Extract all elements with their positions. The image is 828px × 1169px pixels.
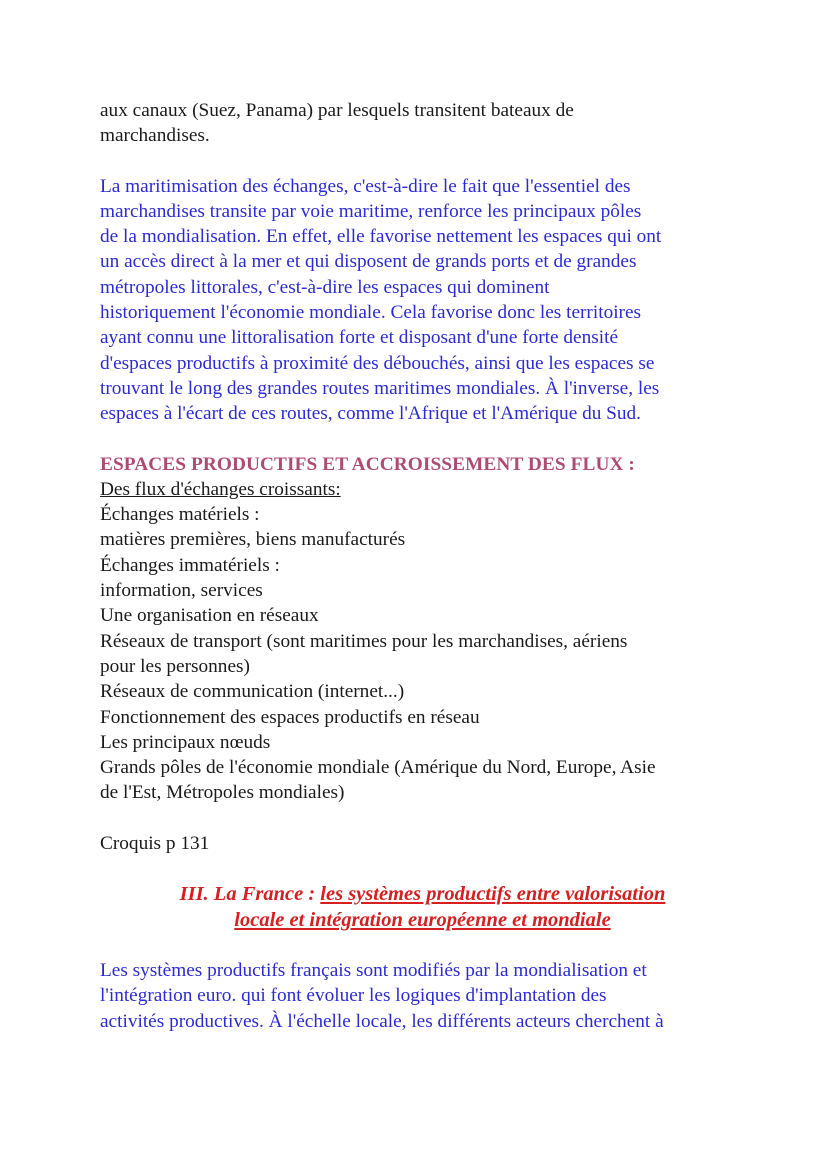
text-line: marchandises transite par voie maritime, renforce les principaux pôles — [100, 200, 642, 222]
section-title — [100, 881, 740, 933]
text-line: l'intégration euro. qui font évoluer les logiques d'implantation des — [100, 985, 607, 1007]
subheading: Des flux d'échanges croissants: — [100, 478, 341, 500]
text-line: de la mondialisation. En effet, elle favorise nettement les espaces qui ont — [100, 226, 662, 248]
maritime-paragraph — [100, 174, 740, 427]
list-item: Fonctionnement des espaces productifs en réseau — [100, 706, 480, 728]
text-line: ayant connu une littoralisation forte et disposant d'une forte densité — [100, 327, 619, 349]
flux-list — [100, 477, 740, 806]
list-item: Grands pôles de l'économie mondiale (Amérique du Nord, Europe, Asie — [100, 757, 656, 779]
list-item: pour les personnes) — [100, 655, 250, 677]
section-title-part-2: locale et intégration européenne et mondiale — [234, 909, 611, 932]
text-line: activités productives. À l'échelle locale, les différents acteurs cherchent à — [100, 1010, 664, 1032]
text-line: un accès direct à la mer et qui disposent de grands ports et de grandes — [100, 251, 637, 273]
list-item: information, services — [100, 580, 263, 602]
text-line: trouvant le long des grandes routes maritimes mondiales. À l'inverse, les — [100, 377, 660, 399]
intro-paragraph — [100, 98, 740, 149]
list-item: Une organisation en réseaux — [100, 605, 319, 627]
document-page — [100, 98, 740, 1034]
list-item: de l'Est, Métropoles mondiales) — [100, 782, 345, 804]
list-item: Les principaux nœuds — [100, 731, 271, 753]
text-line: marchandises. — [100, 125, 210, 147]
final-paragraph — [100, 958, 740, 1034]
list-item: Échanges immatériels : — [100, 554, 280, 576]
section-title-line-2 — [105, 907, 740, 933]
section-prefix: III. La France : — [179, 883, 321, 906]
section-title-part-1: les systèmes productifs entre valorisation — [320, 883, 666, 906]
section-heading: ESPACES PRODUCTIFS ET ACCROISSEMENT DES FLUX : — [100, 453, 635, 475]
list-item: Réseaux de transport (sont maritimes pour les marchandises, aériens — [100, 630, 628, 652]
text-line: métropoles littorales, c'est-à-dire les espaces qui dominent — [100, 276, 550, 298]
text-line: aux canaux (Suez, Panama) par lesquels transitent bateaux de — [100, 100, 574, 121]
section-title-line-1 — [105, 881, 740, 907]
list-item: Échanges matériels : — [100, 504, 260, 526]
text-line: La maritimisation des échanges, c'est-à-dire le fait que l'essentiel des — [100, 175, 631, 197]
text-line: Les systèmes productifs français sont modifiés par la mondialisation et — [100, 960, 647, 982]
text-line: espaces à l'écart de ces routes, comme l'Afrique et l'Amérique du Sud. — [100, 403, 641, 425]
text-line: historiquement l'économie mondiale. Cela favorise donc les territoires — [100, 302, 642, 324]
list-item: matières premières, biens manufacturés — [100, 529, 406, 551]
croquis-reference: Croquis p 131 — [100, 832, 210, 854]
text-line: d'espaces productifs à proximité des débouchés, ainsi que les espaces se — [100, 352, 655, 374]
list-item: Réseaux de communication (internet...) — [100, 681, 405, 703]
